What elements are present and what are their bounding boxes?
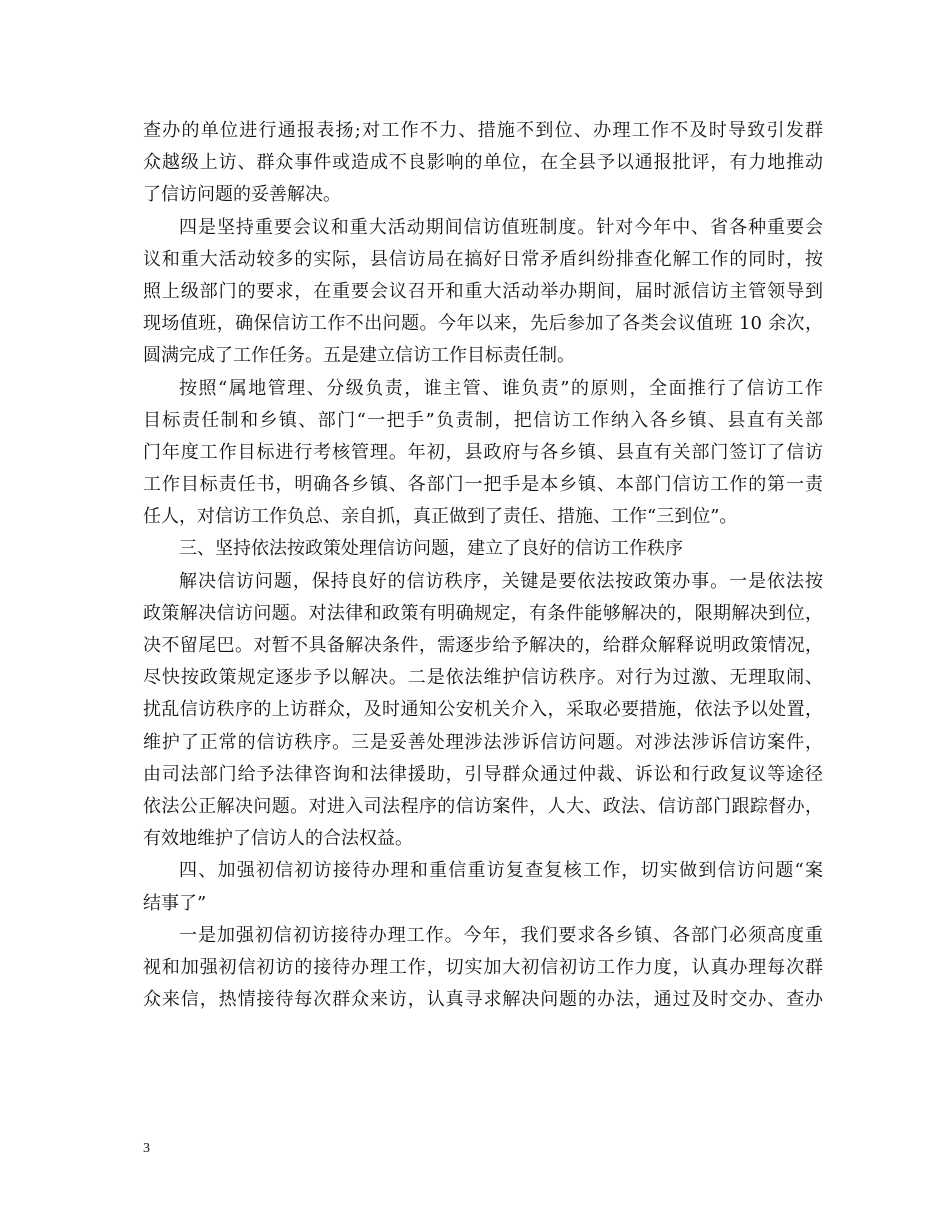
text-line: 四是坚持重要会议和重大活动期间信访值班制度。针对今年中、省各种重要会: [179, 216, 823, 238]
text-line: 照上级部门的要求，在重要会议召开和重大活动举办期间，届时派信访主管领导到: [143, 280, 823, 302]
section-heading: 四、加强初信初访接待办理和重信重访复查复核工作，切实做到信访问题“案: [179, 860, 823, 882]
section-heading: 三、坚持依法按政策处理信访问题，建立了良好的信访工作秩序: [179, 538, 683, 560]
section-heading: 结事了”: [143, 892, 207, 914]
text-line: 尽快按政策规定逐步予以解决。二是依法维护信访秩序。对行为过激、无理取闹、: [143, 667, 823, 689]
text-line: 按照“属地管理、分级负责，谁主管、谁负责”的原则，全面推行了信访工作: [179, 377, 823, 399]
text-line: 工作目标责任书，明确各乡镇、各部门一把手是本乡镇、本部门信访工作的第一责: [143, 474, 823, 496]
text-line: 决不留尾巴。对暂不具备解决条件，需逐步给予解决的，给群众解释说明政策情况，: [143, 635, 823, 656]
text-line: 视和加强初信初访的接待办理工作，切实加大初信初访工作力度，认真办理每次群: [143, 956, 823, 978]
text-line: 查办的单位进行通报表扬;对工作不力、措施不到位、办理工作不及时导致引发群: [143, 120, 823, 141]
page-number: 3: [143, 1141, 150, 1156]
text-line: 众越级上访、群众事件或造成不良影响的单位，在全县予以通报批评，有力地推动: [143, 152, 823, 174]
text-line: 目标责任制和乡镇、部门“一把手”负责制，把信访工作纳入各乡镇、县直有关部: [143, 409, 823, 431]
text-line: 扰乱信访秩序的上访群众，及时通知公安机关介入，采取必要措施，依法予以处置，: [143, 699, 823, 721]
text-line: 政策解决信访问题。对法律和政策有明确规定，有条件能够解决的，限期解决到位，: [143, 602, 823, 624]
text-line: 一是加强初信初访接待办理工作。今年，我们要求各乡镇、各部门必须高度重: [179, 924, 823, 946]
text-line: 解决信访问题，保持良好的信访秩序，关键是要依法按政策办事。一是依法按: [179, 570, 823, 592]
text-line: 有效地维护了信访人的合法权益。: [143, 828, 413, 850]
text-line: 众来信，热情接待每次群众来访，认真寻求解决问题的办法，通过及时交办、查办: [143, 989, 823, 1011]
text-line: 维护了正常的信访秩序。三是妥善处理涉法涉诉信访问题。对涉法涉诉信访案件，: [143, 731, 823, 753]
text-line: 依法公正解决问题。对进入司法程序的信访案件，人大、政法、信访部门跟踪督办，: [143, 795, 823, 817]
text-line: 任人，对信访工作负总、亲自抓，真正做到了责任、措施、工作“三到位”。: [143, 506, 738, 528]
body-text: [143, 115, 823, 1016]
text-line: 圆满完成了工作任务。五是建立信访工作目标责任制。: [143, 345, 575, 367]
text-line: 了信访问题的妥善解决。: [143, 184, 341, 206]
text-line: 由司法部门给予法律咨询和法律援助，引导群众通过仲裁、诉讼和行政复议等途径: [143, 763, 823, 785]
text-line: 门年度工作目标进行考核管理。年初，县政府与各乡镇、县直有关部门签订了信访: [143, 441, 823, 463]
text-line: 议和重大活动较多的实际，县信访局在搞好日常矛盾纠纷排查化解工作的同时，按: [143, 248, 823, 270]
text-line: 现场值班，确保信访工作不出问题。今年以来，先后参加了各类会议值班 10 余次，: [143, 313, 823, 335]
